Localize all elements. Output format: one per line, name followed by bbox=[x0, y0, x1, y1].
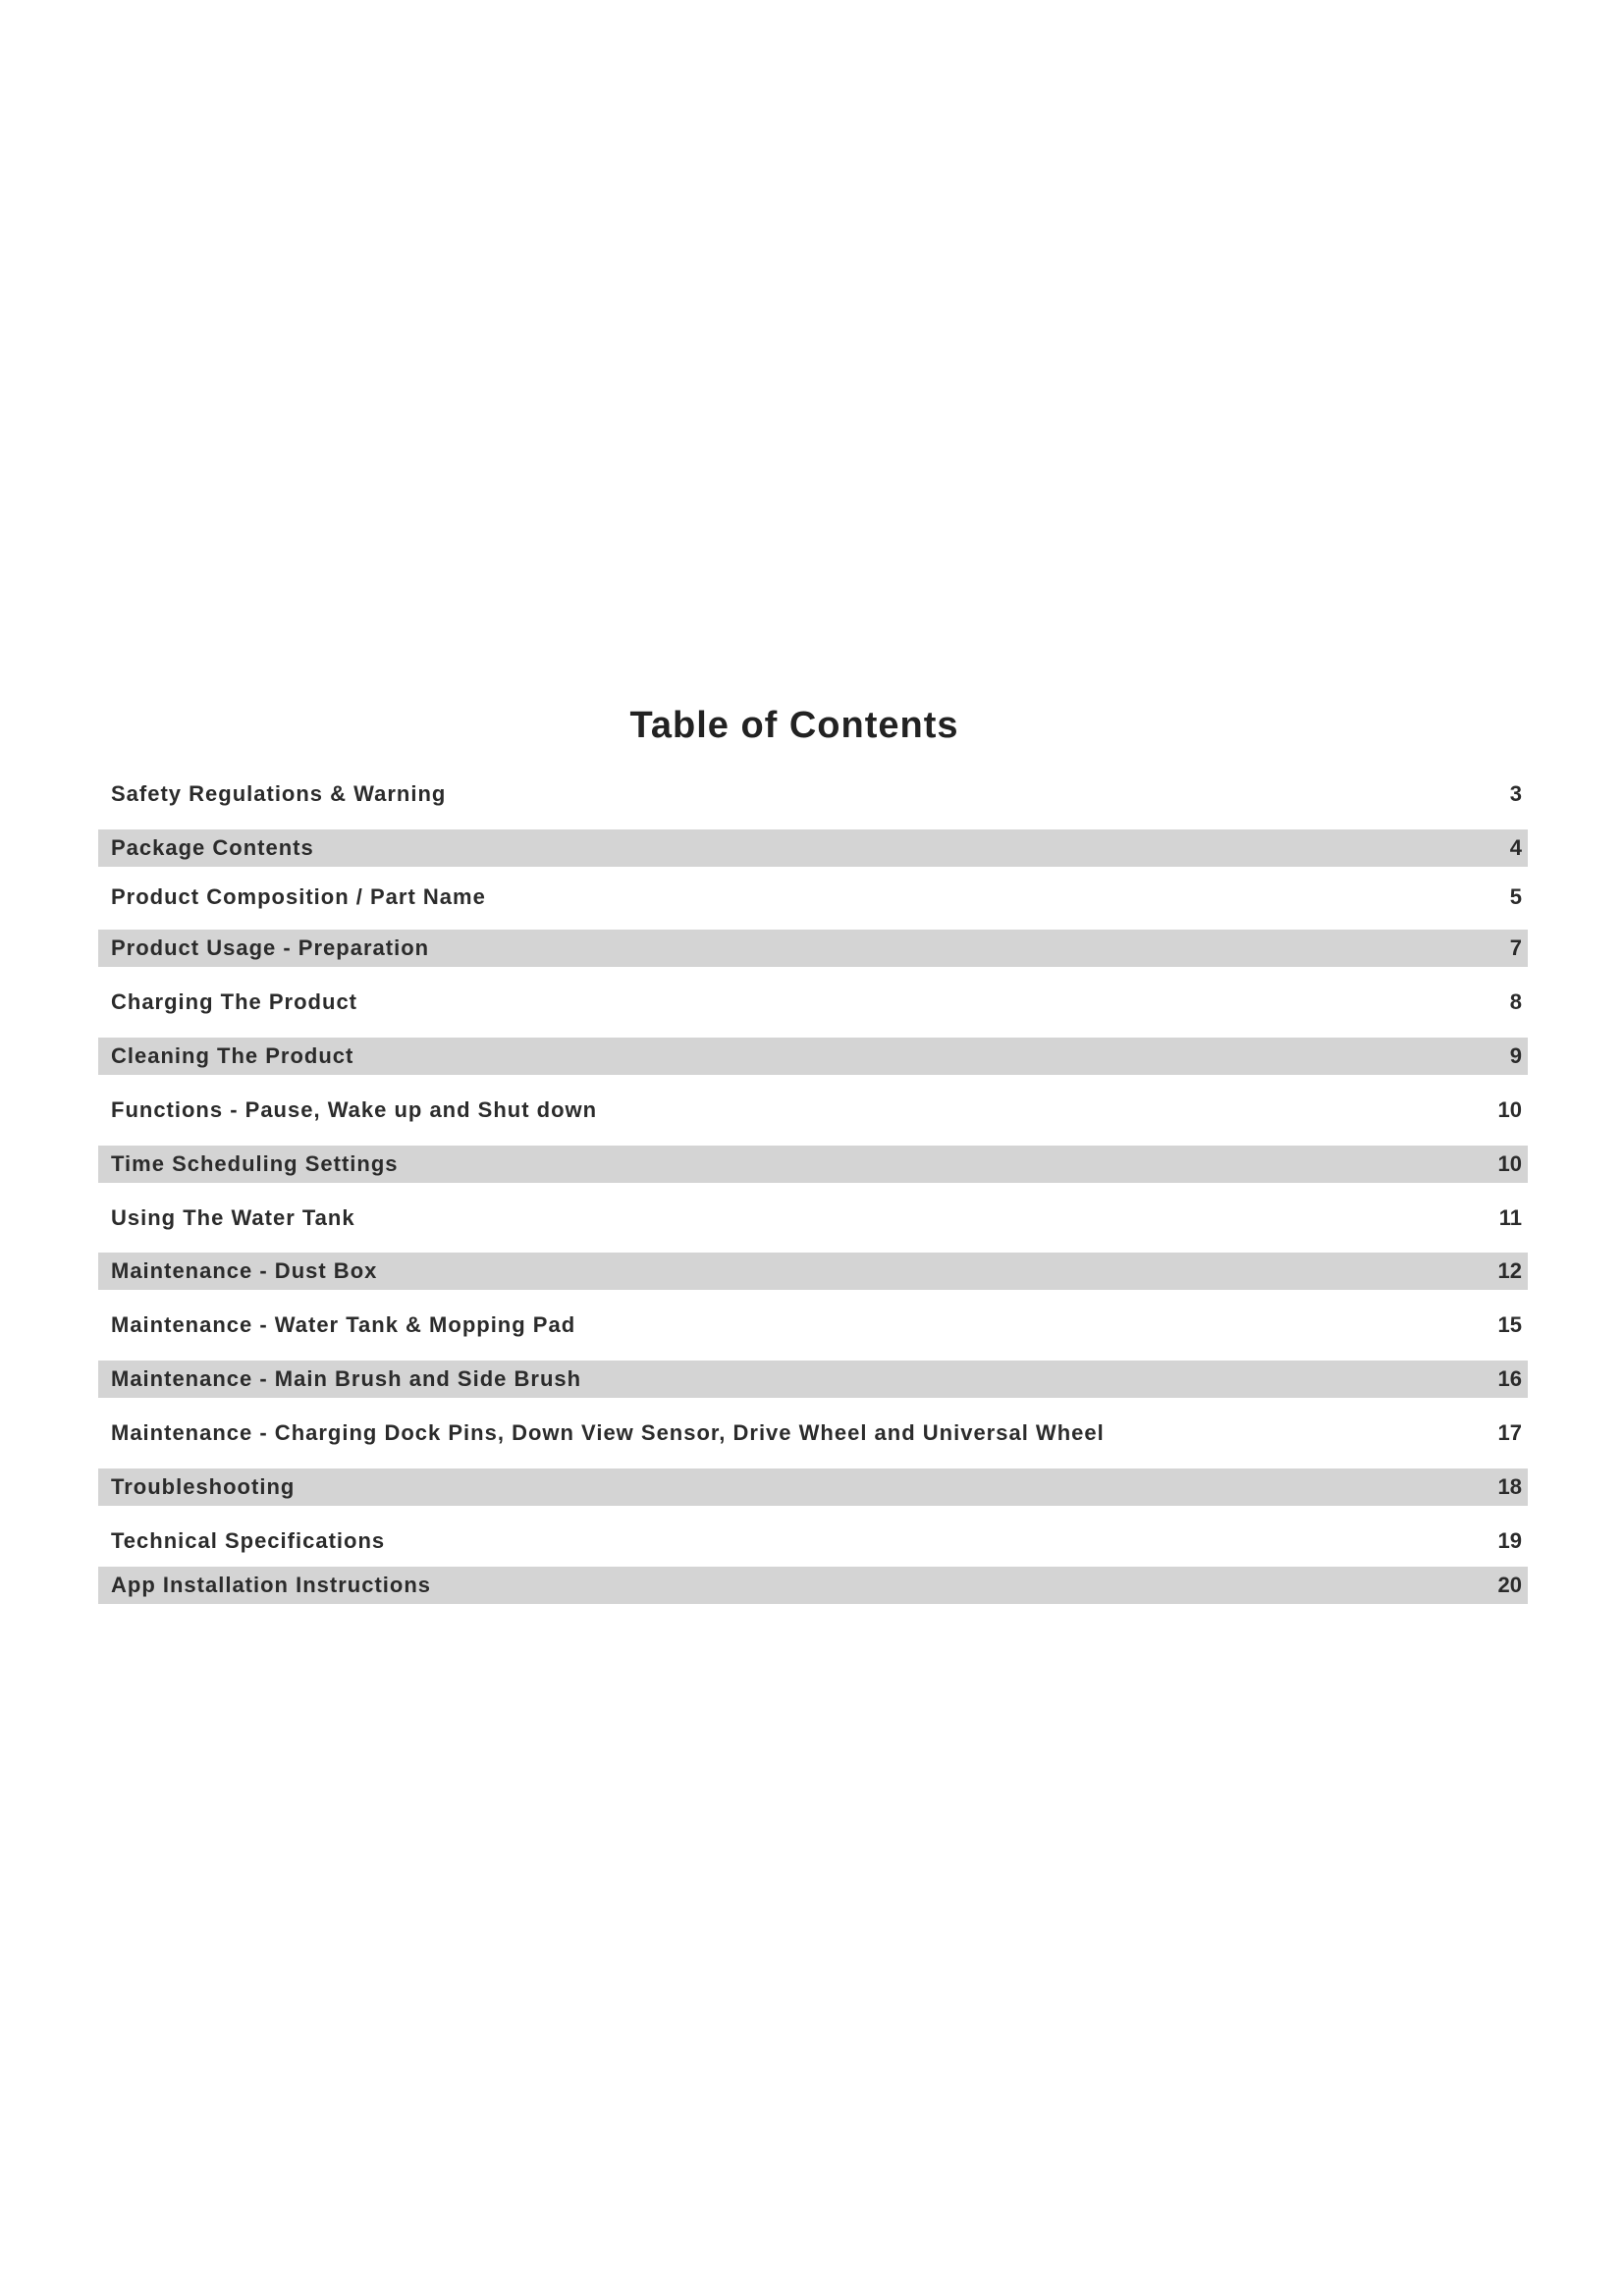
toc-entry-page: 15 bbox=[1497, 1312, 1522, 1337]
toc-entry-label: Maintenance - Charging Dock Pins, Down View Sensor, Drive Wheel and Universal Wheel bbox=[111, 1420, 1105, 1445]
toc-entry[interactable] bbox=[98, 1146, 1528, 1183]
toc-entry-label: Using The Water Tank bbox=[111, 1205, 355, 1230]
toc-entry-page: 11 bbox=[1498, 1205, 1522, 1230]
toc-entry[interactable] bbox=[98, 984, 1528, 1021]
toc-entry[interactable] bbox=[98, 930, 1528, 967]
toc-entry-page: 10 bbox=[1497, 1151, 1522, 1176]
toc-entry-label: Charging The Product bbox=[111, 989, 357, 1014]
toc-entry-page: 19 bbox=[1497, 1528, 1522, 1553]
toc-entry-page: 20 bbox=[1497, 1573, 1522, 1597]
toc-entry[interactable] bbox=[98, 1307, 1528, 1344]
toc-entry-page: 5 bbox=[1509, 884, 1522, 909]
toc-entry[interactable] bbox=[98, 1038, 1528, 1075]
toc-entry-label: Technical Specifications bbox=[111, 1528, 386, 1553]
toc-entry-label: Maintenance - Main Brush and Side Brush bbox=[111, 1366, 582, 1391]
toc-entry[interactable] bbox=[98, 1468, 1528, 1506]
toc-entry[interactable] bbox=[98, 1200, 1528, 1237]
toc-entry-label: Time Scheduling Settings bbox=[111, 1151, 399, 1176]
toc-entry[interactable] bbox=[98, 1415, 1528, 1452]
toc-entry-page: 18 bbox=[1497, 1474, 1522, 1499]
toc-entry-page: 4 bbox=[1509, 835, 1522, 860]
toc-entry-page: 7 bbox=[1509, 935, 1522, 960]
toc-entry-page: 8 bbox=[1509, 989, 1522, 1014]
toc-entry-page: 16 bbox=[1497, 1366, 1522, 1391]
toc-entry[interactable] bbox=[98, 829, 1528, 867]
toc-entry[interactable] bbox=[98, 1361, 1528, 1398]
toc-entry-label: Troubleshooting bbox=[111, 1474, 296, 1499]
toc-entry-label: Product Composition / Part Name bbox=[111, 884, 486, 909]
toc-entry[interactable] bbox=[98, 879, 1528, 916]
toc-entry-label: Maintenance - Water Tank & Mopping Pad bbox=[111, 1312, 576, 1337]
toc-entry-label: App Installation Instructions bbox=[111, 1573, 432, 1597]
toc-entry[interactable] bbox=[98, 775, 1528, 813]
toc-entry-label: Safety Regulations & Warning bbox=[111, 781, 447, 806]
toc-entry[interactable] bbox=[98, 1253, 1528, 1290]
toc-entry-page: 10 bbox=[1497, 1097, 1522, 1122]
toc-entry[interactable] bbox=[98, 1522, 1528, 1560]
toc-entry-label: Maintenance - Dust Box bbox=[111, 1258, 378, 1283]
page-title: Table of Contents bbox=[629, 705, 959, 746]
toc-entry-label: Cleaning The Product bbox=[111, 1043, 354, 1068]
toc-entry[interactable] bbox=[98, 1567, 1528, 1604]
toc-entry-label: Product Usage - Preparation bbox=[111, 935, 430, 960]
toc-entry-label: Functions - Pause, Wake up and Shut down bbox=[111, 1097, 598, 1122]
toc-entry-page: 12 bbox=[1497, 1258, 1522, 1283]
toc-entry-label: Package Contents bbox=[111, 835, 314, 860]
toc-entry[interactable] bbox=[98, 1092, 1528, 1129]
toc-entry-page: 3 bbox=[1509, 781, 1522, 806]
toc-entry-page: 9 bbox=[1509, 1043, 1522, 1068]
toc-entry-page: 17 bbox=[1497, 1420, 1522, 1445]
